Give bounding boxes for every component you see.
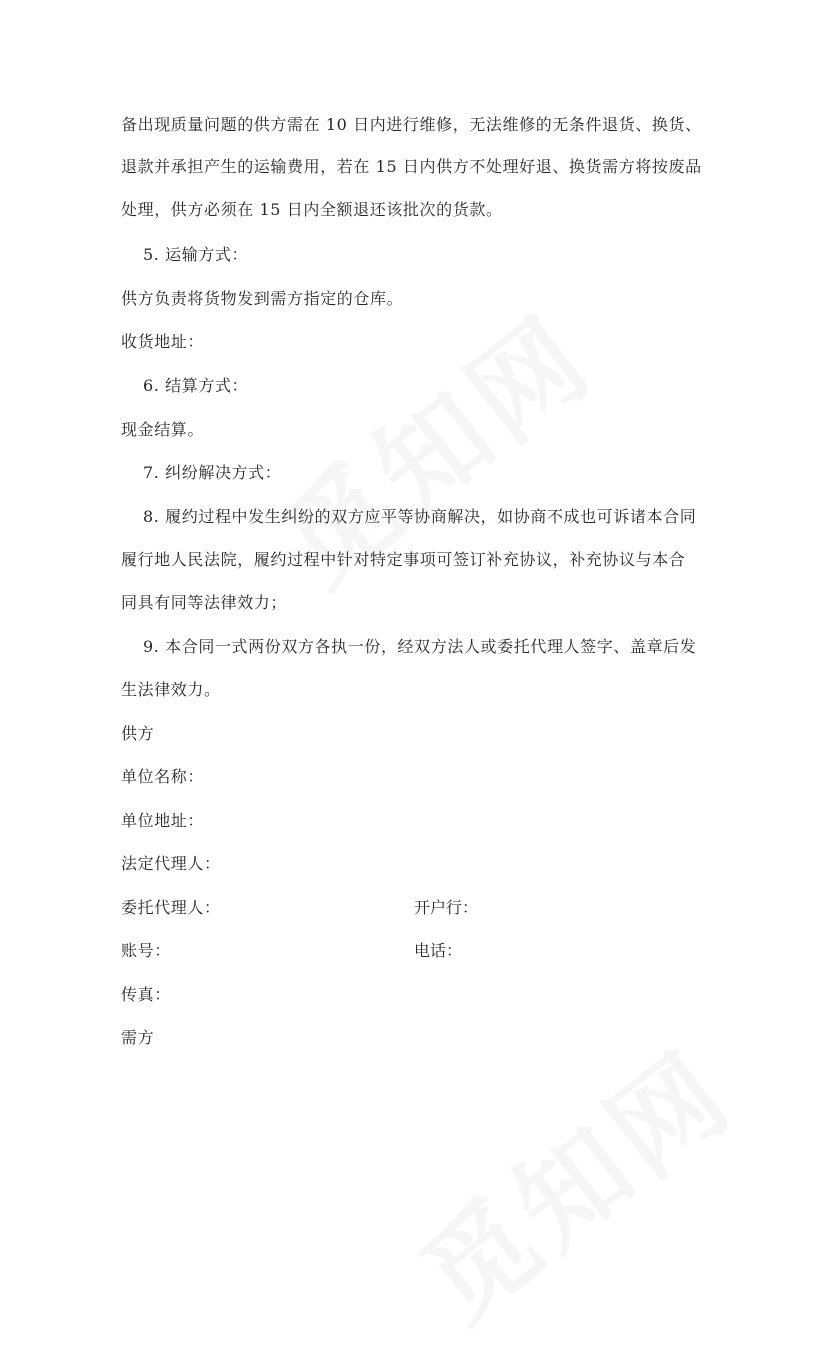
paragraph-line: 备出现质量问题的供方需在 10 日内进行维修，无法维修的无条件退货、换货、: [121, 115, 702, 134]
supplier-agent-label: 委托代理人：: [121, 898, 221, 917]
supplier-unit-address-label: 单位地址：: [121, 811, 205, 830]
supplier-legal-rep-label: 法定代理人：: [121, 854, 221, 873]
section-heading-transport: 5. 运输方式：: [143, 245, 249, 264]
paragraph-line: 9. 本合同一式两份双方各执一份，经双方法人或委托代理人签字、盖章后发: [143, 637, 697, 656]
transport-text: 供方负责将货物发到需方指定的仓库。: [121, 289, 404, 308]
buyer-heading: 需方: [121, 1028, 155, 1047]
supplier-bank-label: 开户行：: [414, 898, 479, 917]
paragraph-line: 履行地人民法院，履约过程中针对特定事项可签订补充协议，补充协议与本合: [121, 550, 686, 569]
watermark: [384, 1008, 760, 1350]
paragraph-line: 生法律效力。: [121, 680, 221, 699]
supplier-phone-label: 电话：: [414, 941, 463, 960]
section-heading-dispute: 7. 纠纷解决方式：: [143, 463, 282, 482]
delivery-address-label: 收货地址：: [121, 332, 205, 351]
settlement-text: 现金结算。: [121, 420, 205, 439]
supplier-account-label: 账号：: [121, 941, 171, 960]
supplier-fax-label: 传真：: [121, 985, 171, 1004]
supplier-heading: 供方: [121, 724, 155, 743]
paragraph-line: 处理，供方必须在 15 日内全额退还该批次的货款。: [121, 200, 503, 219]
section-heading-settlement: 6. 结算方式：: [143, 376, 249, 395]
supplier-unit-name-label: 单位名称：: [121, 767, 205, 786]
paragraph-line: 8. 履约过程中发生纠纷的双方应平等协商解决，如协商不成也可诉诸本合同: [143, 507, 697, 526]
paragraph-line: 同具有同等法律效力；: [121, 593, 288, 612]
paragraph-line: 退款并承担产生的运输费用，若在 15 日内供方不处理好退、换货需方将按废品: [121, 157, 702, 176]
